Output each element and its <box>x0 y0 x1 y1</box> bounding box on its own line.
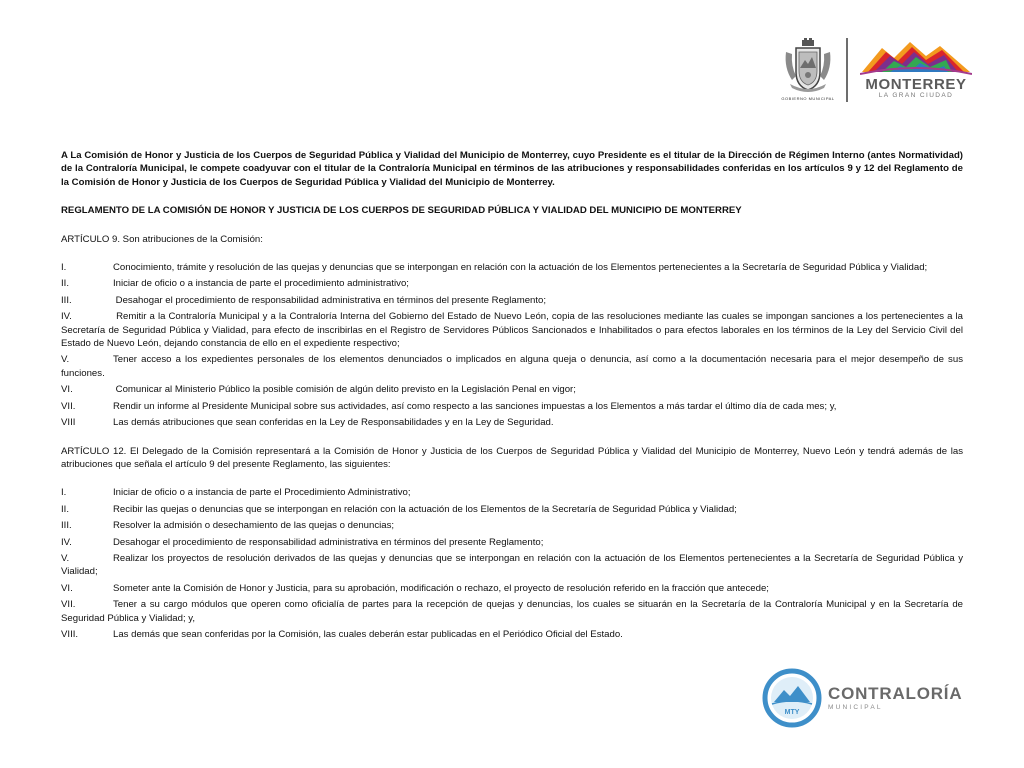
regulation-title: REGLAMENTO DE LA COMISIÓN DE HONOR Y JUSTICIA DE LOS CUERPOS DE SEGURIDAD PÚBLICA Y VIALIDAD DEL MUNICIPIO DE MONTERREY <box>61 205 742 217</box>
article-9-heading: ARTÍCULO 9. Son atribuciones de la Comisión: <box>61 233 263 245</box>
fraction-text: Iniciar de oficio o a instancia de parte el procedimiento administrativo; <box>113 278 409 290</box>
fraction-number: V. <box>61 354 70 366</box>
list-item <box>61 503 963 516</box>
contraloria-wordmark <box>828 685 962 712</box>
contraloria-subtitle: MUNICIPAL <box>828 703 883 711</box>
fraction-text: Comunicar al Ministerio Público la posible comisión de algún delito previsto en la Legislación Penal en vigor; <box>113 384 576 396</box>
list-item <box>61 400 963 413</box>
fraction-number: I. <box>61 487 67 499</box>
list-item <box>61 310 963 350</box>
fraction-text: Conocimiento, trámite y resolución de las quejas y denuncias que se interpongan en relación con la actuación de los Elementos pertenecientes a la Secretaría de Seguridad Pública y Vialidad; <box>113 262 928 274</box>
list-item <box>61 536 963 549</box>
fraction-number: VII. <box>61 400 76 412</box>
list-item <box>61 486 963 499</box>
list-item <box>61 519 963 532</box>
header-logos <box>778 38 974 110</box>
fraction-text: Las demás que sean conferidas por la Comisión, las cuales deberán estar publicadas en el Periódico Oficial del Estado. <box>113 628 623 640</box>
logo-divider <box>846 38 848 102</box>
list-item <box>61 353 963 380</box>
fraction-text: Someter ante la Comisión de Honor y Justicia, para su aprobación, modificación o rechazo, el proyecto de resolución referido en la fracción que antecede; <box>113 582 769 594</box>
fraction-text: Rendir un informe al Presidente Municipal sobre sus actividades, así como respecto a las sanciones impuestas a los Elementos a más tardar el último día de cada mes; y, <box>113 400 837 412</box>
badge-text: MTY <box>784 709 800 716</box>
fraction-text: Tener acceso a los expedientes personales de los elementos denunciados o implicados en alguna queja o denuncia, así como a la documentación necesaria para el mejor desempeño de sus funciones. <box>61 354 963 379</box>
contraloria-badge-icon <box>762 668 822 728</box>
fraction-number: VI. <box>61 384 73 396</box>
contraloria-logo <box>762 668 962 728</box>
monterrey-subtitle: LA GRAN CIUDAD <box>878 92 954 99</box>
fraction-number: IV. <box>61 536 72 548</box>
fraction-number: II. <box>61 503 69 515</box>
fraction-text: Resolver la admisión o desechamiento de las quejas o denuncias; <box>113 520 395 532</box>
article-9-list <box>61 261 963 429</box>
coat-of-arms-icon <box>782 38 834 94</box>
fraction-number: VI. <box>61 582 73 594</box>
fraction-text: Las demás atribuciones que sean conferidas en la Ley de Responsabilidades y en la Ley de Seguridad. <box>113 417 554 429</box>
gobierno-municipal-caption: GOBIERNO MUNICIPAL <box>781 96 835 101</box>
monterrey-title: MONTERREY <box>865 76 967 93</box>
fraction-text: Iniciar de oficio o a instancia de parte el Procedimiento Administrativo; <box>113 487 411 499</box>
fraction-number: II. <box>61 278 69 290</box>
list-item <box>61 582 963 595</box>
list-item <box>61 628 963 641</box>
fraction-number: V. <box>61 552 70 564</box>
fraction-number: VIII. <box>61 628 79 640</box>
fraction-text: Desahogar el procedimiento de responsabilidad administrativa en términos del presente Reglamento; <box>113 294 547 306</box>
fraction-text: Recibir las quejas o denuncias que se interpongan en relación con la actuación de los Elementos de la Secretaría de Seguridad Pública y Vialidad; <box>113 503 737 515</box>
list-item <box>61 552 963 579</box>
article-12-list <box>61 486 963 641</box>
fraction-number: VII. <box>61 599 76 611</box>
list-item <box>61 598 963 625</box>
fraction-number: VIII <box>61 417 76 429</box>
fraction-number: I. <box>61 262 67 274</box>
fraction-number: III. <box>61 520 72 532</box>
document-body <box>61 149 963 644</box>
fraction-text: Realizar los proyectos de resolución derivados de las quejas y denuncias que se interpongan en relación con la actuación de los Elementos pertenecientes a la Secretaría de Seguridad Pública y Vialidad; <box>61 552 963 578</box>
list-item <box>61 277 963 290</box>
fraction-text: Tener a su cargo módulos que operen como oficialía de partes para la recepción de quejas y denuncias, los cuales se situarán en la Secretaría de la Contraloría Municipal y en la Secretaría de Seguridad Pública y Vialidad; y, <box>61 599 963 624</box>
monterrey-logo <box>858 38 974 100</box>
contraloria-title: CONTRALORÍA <box>828 683 963 703</box>
fraction-text: Remitir a la Contraloría Municipal y a la Contraloría Interna del Gobierno del Estado de Nuevo León, copia de las resoluciones mediante las cuales se impongan sanciones a los pertenecientes a la Secretaría de Seguridad Pública y Vialidad, para efecto de inscribirlas en el Registro de Servidores Públicos Sancionados e Inhabilitados o para efectos laborales en los términos de la Ley del Servicio Civil del Estado de Nuevo León, dejando constancia de ello en el expediente respectivo; <box>61 311 963 350</box>
article-12-heading: ARTÍCULO 12. El Delegado de la Comisión representará a la Comisión de Honor y Justicia de los Cuerpos de Seguridad Pública y Vialidad del Municipio de Monterrey, Nuevo León y tendrá además de las atribuciones que señala el artículo 9 del presente Reglamento, las siguientes: <box>61 445 963 470</box>
fraction-text: Desahogar el procedimiento de responsabilidad administrativa en términos del presente Reglamento; <box>113 536 544 548</box>
list-item <box>61 383 963 396</box>
fraction-number: III. <box>61 294 72 306</box>
list-item <box>61 261 963 274</box>
list-item <box>61 294 963 307</box>
list-item <box>61 416 963 429</box>
fraction-number: IV. <box>61 311 72 323</box>
monterrey-mountains-icon <box>860 38 972 76</box>
gobierno-municipal-logo <box>778 38 838 101</box>
intro-paragraph: A La Comisión de Honor y Justicia de los Cuerpos de Seguridad Pública y Vialidad del Municipio de Monterrey, cuyo Presidente es el titular de la Dirección de Régimen Interno (antes Normatividad) de la Contraloría Municipal, le compete coadyuvar con el titular de la Contraloría Municipal en términos de las atribuciones y responsabilidades conferidas en los artículos 9 y 12 del Reglamento de la Comisión de Honor y Justicia de los Cuerpos de Seguridad Pública y Vialidad del Municipio de Monterrey. <box>61 150 963 188</box>
